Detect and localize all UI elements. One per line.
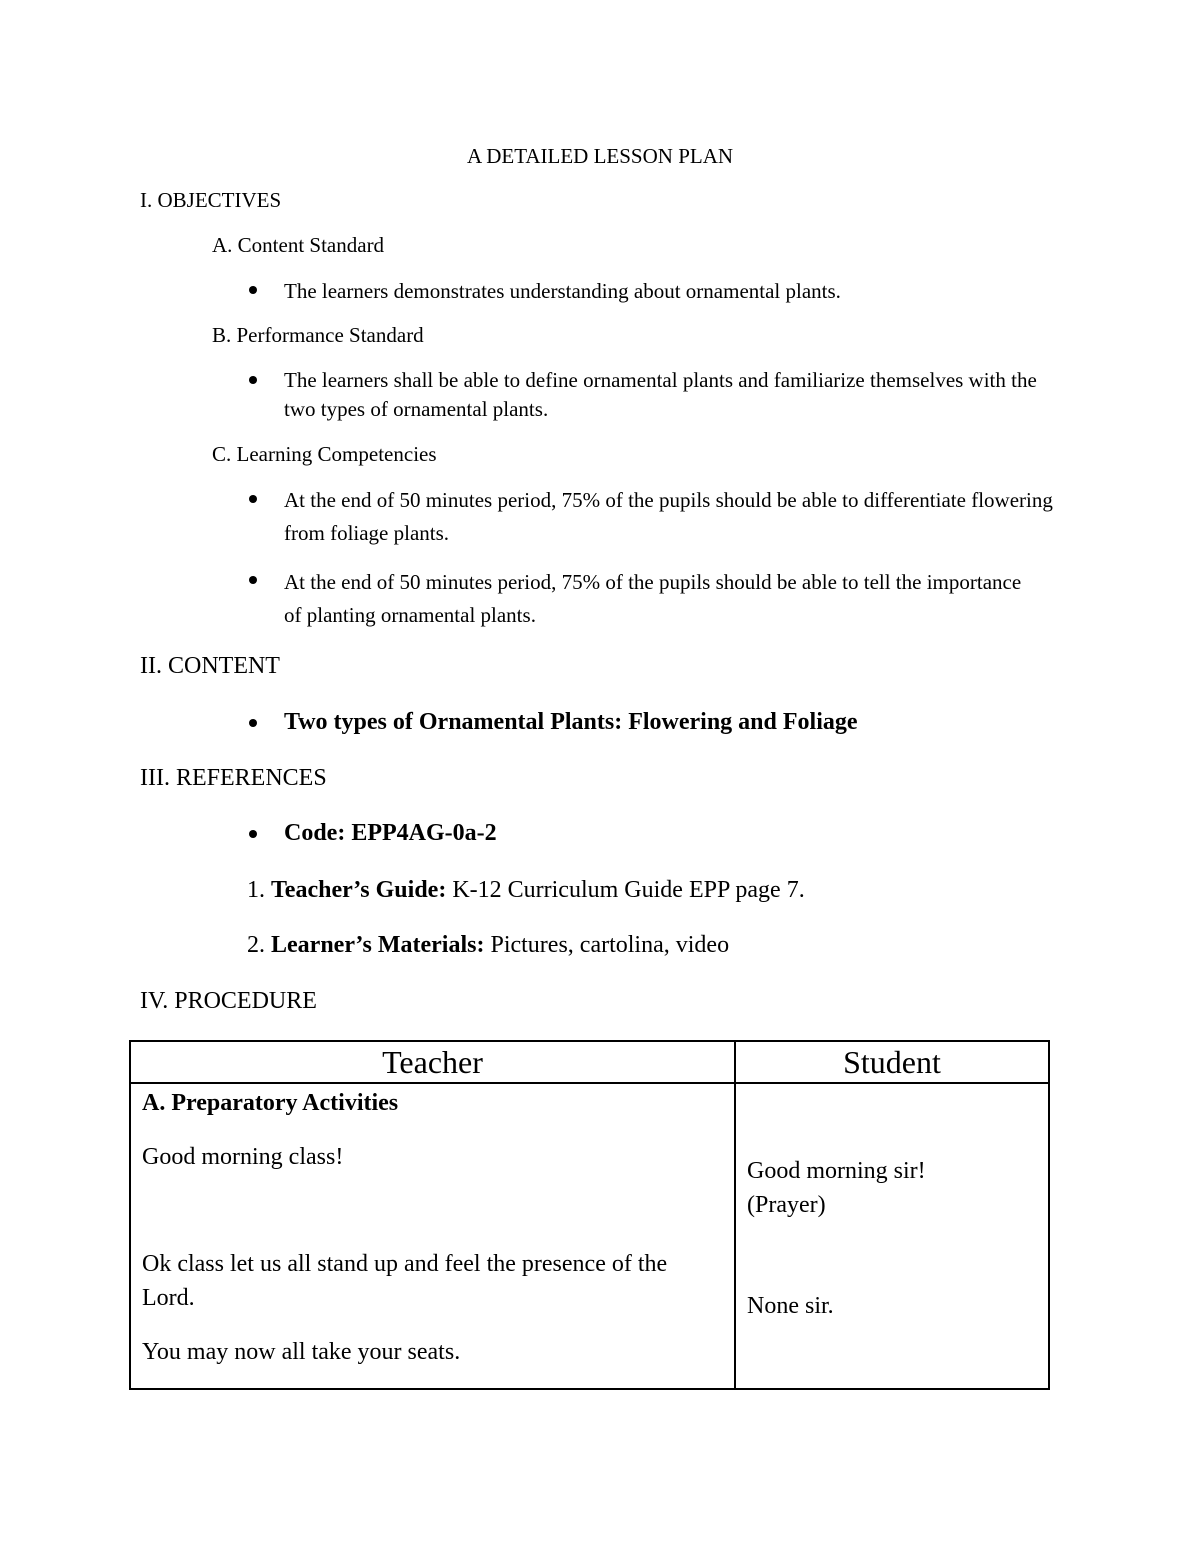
page-title: A DETAILED LESSON PLAN	[466, 144, 734, 168]
reference-learners-materials	[247, 932, 729, 959]
content-topic-bullet: Two types of Ornamental Plants: Flowering and Foliage	[284, 709, 858, 735]
content-standard-bullet: The learners demonstrates understanding about ornamental plants.	[284, 279, 841, 303]
student-line: None sir.	[747, 1293, 834, 1319]
reference-code: Code: EPP4AG-0a-2	[284, 820, 497, 846]
student-column-header: Student	[735, 1041, 1049, 1083]
performance-standard-label: B. Performance Standard	[212, 323, 424, 347]
student-line: Good morning sir!	[747, 1158, 926, 1184]
reference-teachers-guide	[247, 877, 805, 904]
table-row	[130, 1083, 1049, 1389]
reference-value: Pictures, cartolina, video	[490, 932, 730, 958]
reference-number: 1.	[247, 877, 265, 903]
objectives-heading: I. OBJECTIVES	[140, 188, 282, 212]
content-standard-label: A. Content Standard	[212, 233, 385, 257]
bullet-icon	[249, 495, 257, 503]
learning-competencies-label: C. Learning Competencies	[212, 442, 437, 466]
bullet-icon	[249, 286, 257, 294]
teacher-line: You may now all take your seats.	[142, 1339, 461, 1365]
student-cell	[735, 1083, 1049, 1389]
bullet-icon	[249, 719, 257, 727]
reference-value: K-12 Curriculum Guide EPP page 7.	[452, 877, 805, 903]
bullet-icon	[249, 830, 257, 838]
teacher-cell	[130, 1083, 735, 1389]
procedure-heading: IV. PROCEDURE	[140, 988, 317, 1014]
reference-label: Learner’s Materials:	[271, 932, 485, 958]
bullet-icon	[249, 576, 257, 584]
performance-standard-bullet: The learners shall be able to define ornamental plants and familiarize themselves with the two types of ornamental plants.	[284, 368, 1037, 421]
teacher-line: Good morning class!	[142, 1144, 344, 1170]
reference-label: Teacher’s Guide:	[271, 877, 447, 903]
preparatory-activities-heading: A. Preparatory Activities	[142, 1090, 399, 1116]
student-line: (Prayer)	[747, 1192, 826, 1218]
teacher-line: Ok class let us all stand up and feel the presence of the Lord.	[142, 1251, 668, 1311]
procedure-table	[129, 1040, 1050, 1390]
bullet-icon	[249, 376, 257, 384]
competency-bullet-1: At the end of 50 minutes period, 75% of the pupils should be able to differentiate flowering from foliage plants.	[284, 488, 1053, 545]
reference-number: 2.	[247, 932, 265, 958]
references-heading: III. REFERENCES	[140, 765, 327, 791]
competency-bullet-2: At the end of 50 minutes period, 75% of the pupils should be able to tell the importance of planting ornamental plants.	[284, 570, 1022, 627]
content-heading: II. CONTENT	[140, 653, 280, 679]
teacher-column-header: Teacher	[130, 1041, 735, 1083]
table-header-row	[130, 1041, 1049, 1083]
